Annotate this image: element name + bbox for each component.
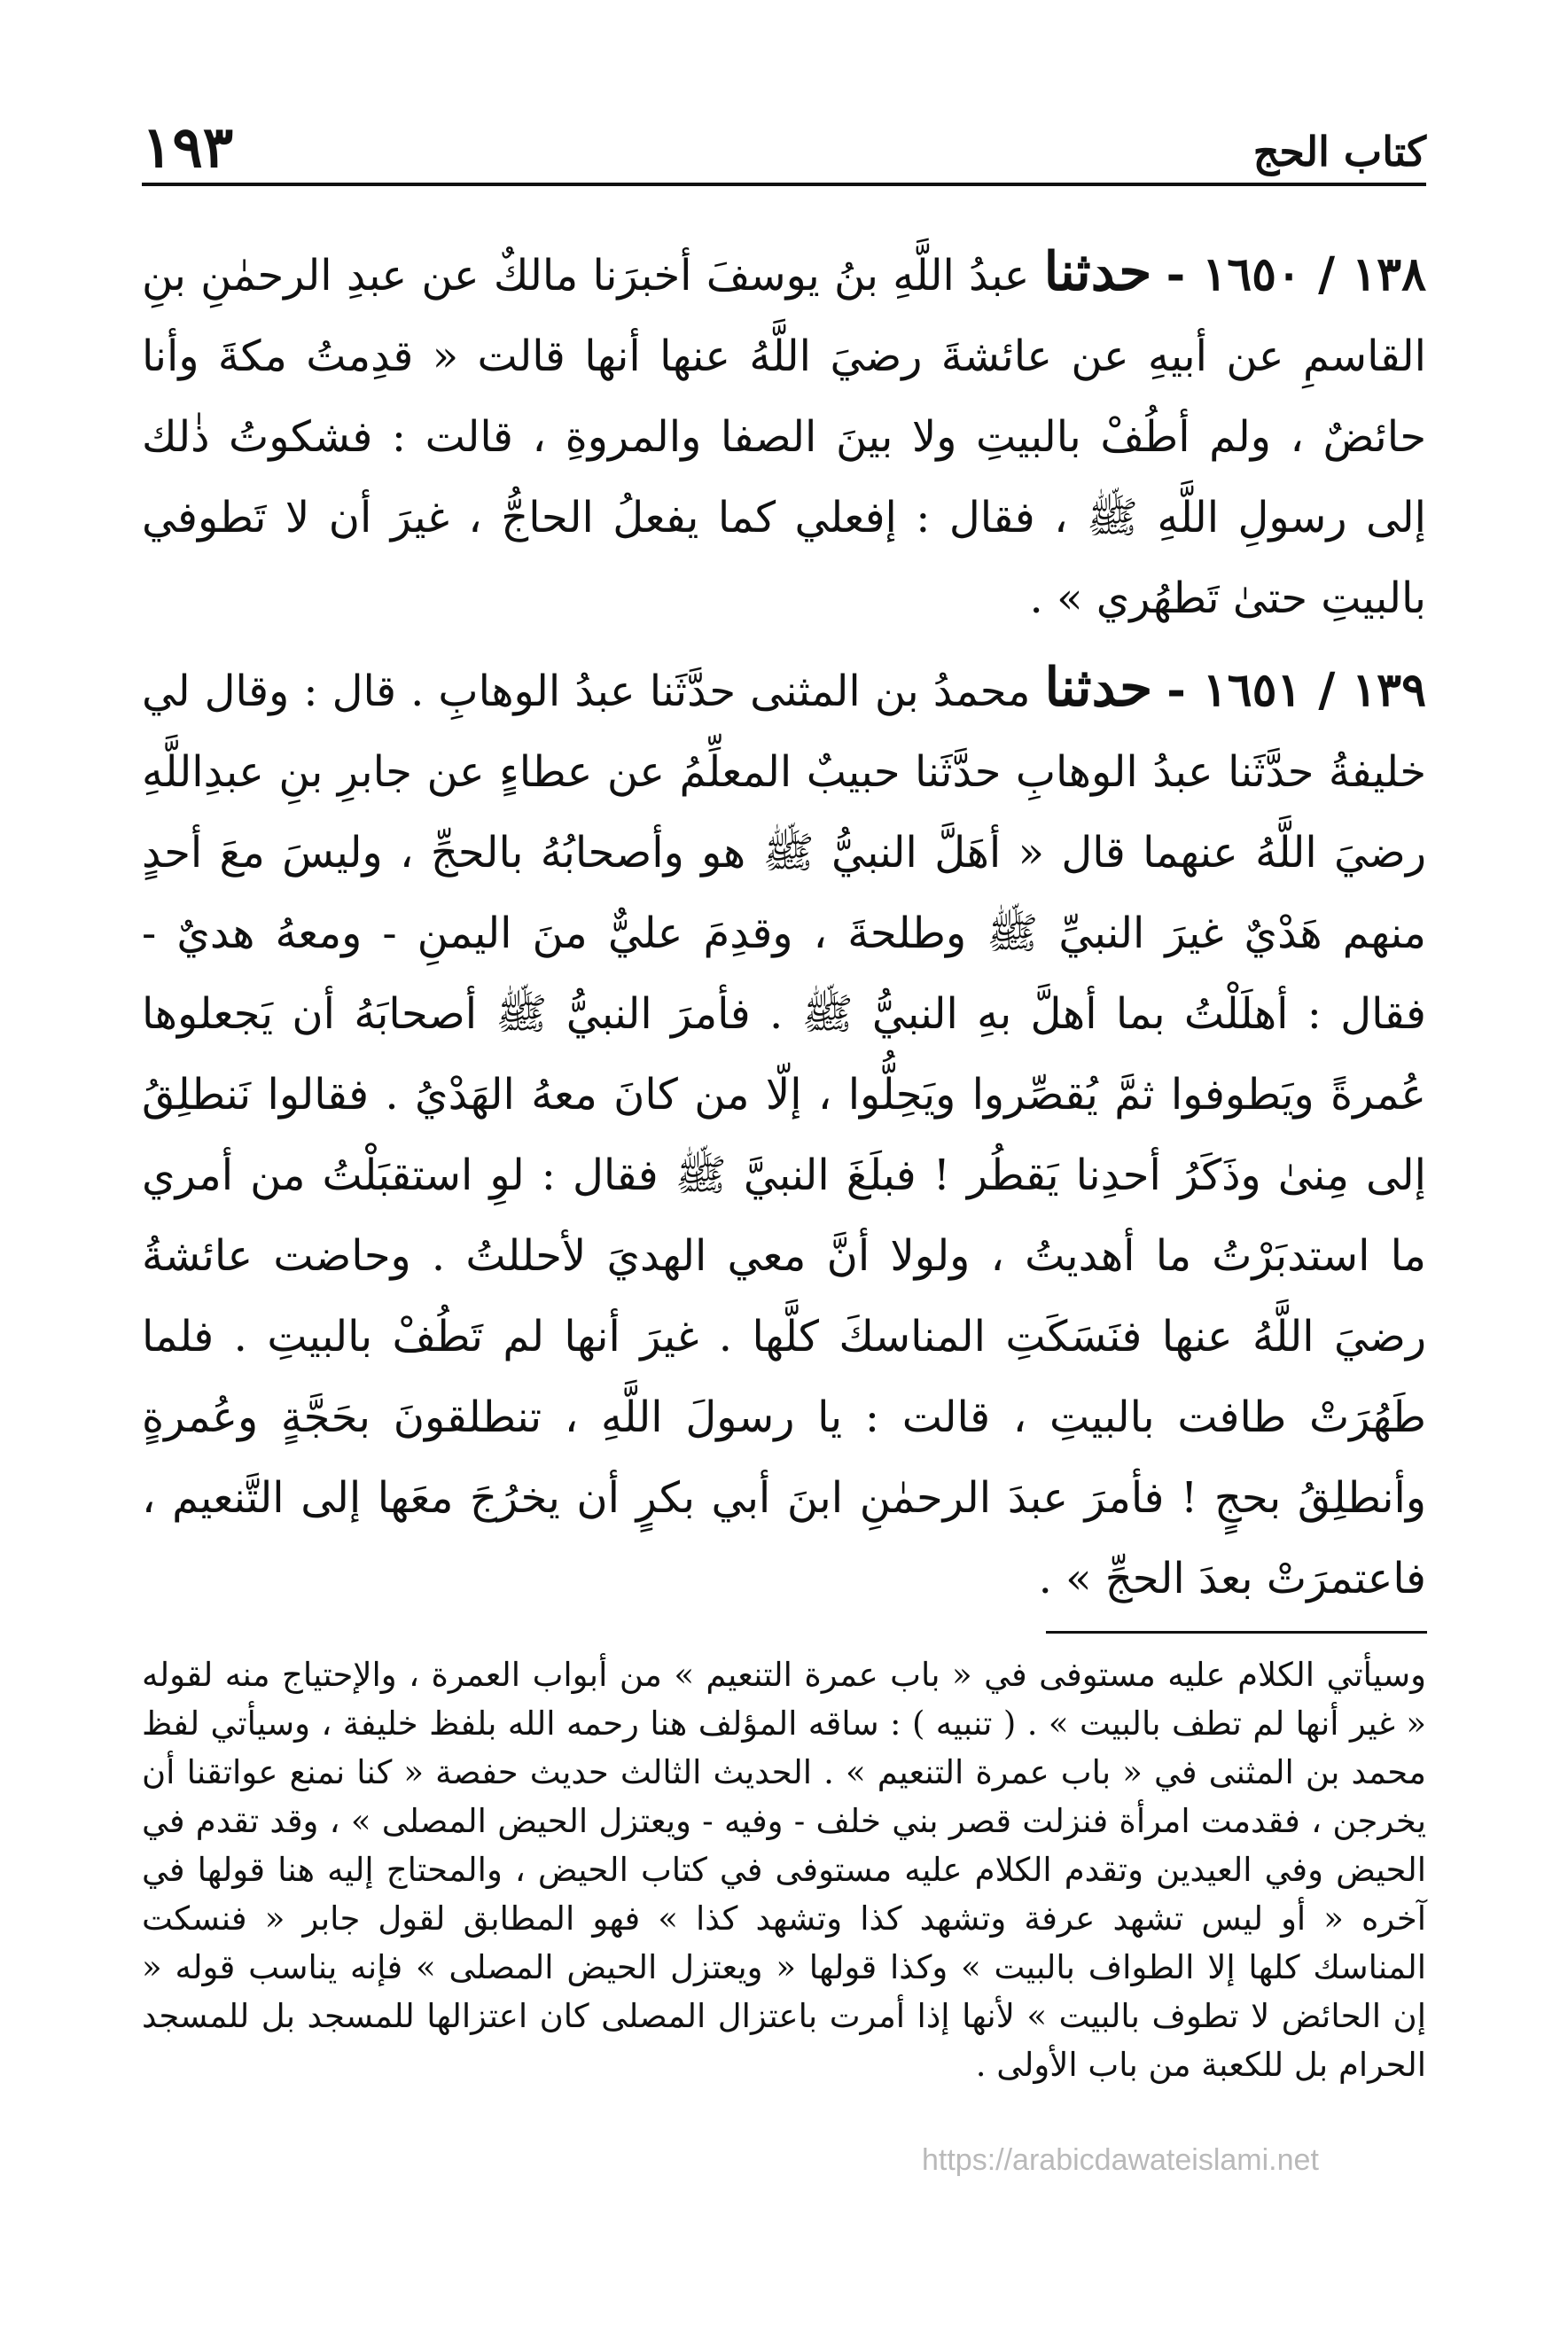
footnote-commentary: وسيأتي الكلام عليه مستوفى في « باب عمرة التنعيم » من أبواب العمرة ، والإحتياج منه لقوله « غير أنها لم تطف بالبيت » . ( تنبيه ) : ساقه المؤلف هنا رحمه الله بلفظ خليفة ، وسيأتي لفظ محمد بن المثنى في « باب عمرة التنعيم » . الحديث الثالث حديث حفصة « كنا نمنع عواتقنا أن يخرجن ، فقدمت امرأة فنزلت قصر بني خلف - وفيه - ويعتزل الحيض المصلى » ، وقد تقدم في الحيض وفي العيدين وتقدم الكلام عليه مستوفى في كتاب الحيض ، والمحتاج إليه هنا قولها في آخره « أو ليس تشهد عرفة وتشهد كذا وتشهد كذا » فهو المطابق لقول جابر « فنسكت المناسك كلها إلا الطواف بالبيت » وكذا قولها « ويعتزل الحيض المصلى » فإنه يناسب قوله « إن الحائض لا تطوف بالبيت » لأنها إذا أمرت باعتزال المصلى كان اعتزالها للمسجد بل للمسجد الحرام بل للكعبة من باب الأولى .	[142, 1656, 1426, 2084]
footnote-divider	[1046, 1631, 1427, 1634]
hadith-entry	[142, 232, 1426, 639]
header-divider	[142, 183, 1426, 186]
hadith-number: ١٣٩ / ١٦٥١ -	[1166, 663, 1427, 717]
hadith-keyword: حدثنا	[1044, 657, 1153, 719]
hadith-keyword: حدثنا	[1043, 241, 1152, 303]
hadith-number: ١٣٨ / ١٦٥٠ -	[1166, 247, 1426, 301]
book-title: كتاب الحج	[1252, 128, 1426, 176]
main-text	[142, 232, 1426, 1619]
watermark-url: https://arabicdawateislami.net	[922, 2143, 1319, 2177]
hadith-text: عبدُ اللَّهِ بنُ يوسفَ أخبرَنا مالكٌ عن عبدِ الرحمٰنِ بنِ القاسمِ عن أبيهِ عن عائشةَ رضيَ اللَّهُ عنها أنها قالت « قدِمتُ مكةَ وأنا حائضٌ ، ولم أطُفْ بالبيتِ ولا بينَ الصفا والمروةِ ، قالت : فشكوتُ ذٰلك إلى رسولِ اللَّهِ ﷺ ، فقال : إفعلي كما يفعلُ الحاجُّ ، غيرَ أن لا تَطوفي بالبيتِ حتىٰ تَطهُري » .	[142, 251, 1427, 623]
hadith-entry	[142, 648, 1426, 1619]
hadith-text: محمدُ بن المثنى حدَّثَنا عبدُ الوهابِ . قال : وقال لي خليفةُ حدَّثَنا عبدُ الوهابِ حدَّثَنا حبيبٌ المعلِّمُ عن عطاءٍ عن جابرِ بنِ عبدِاللَّهِ رضيَ اللَّهُ عنهما قال « أهَلَّ النبيُّ ﷺ هو وأصحابُهُ بالحجِّ ، وليسَ معَ أحدٍ منهم هَدْيٌ غيرَ النبيِّ ﷺ وطلحةَ ، وقدِمَ عليٌّ منَ اليمنِ - ومعهُ هديٌ - فقال : أهلَلْتُ بما أهلَّ بهِ النبيُّ ﷺ . فأمرَ النبيُّ ﷺ أصحابَهُ أن يَجعلوها عُمرةً ويَطوفوا ثمَّ يُقصِّروا ويَحِلُّوا ، إلّا من كانَ معهُ الهَدْيُ . فقالوا نَنطلِقُ إلى مِنىٰ وذَكَرُ أحدِنا يَقطُر ! فبلَغَ النبيَّ ﷺ فقال : لوِ استقبَلْتُ من أمري ما استدبَرْتُ ما أهديتُ ، ولولا أنَّ معي الهديَ لأحللتُ . وحاضت عائشةُ رضيَ اللَّهُ عنها فنَسَكَتِ المناسكَ كلَّها . غيرَ أنها لم تَطُفْ بالبيتِ . فلما طَهُرَتْ طافت بالبيتِ ، قالت : يا رسولَ اللَّهِ ، تنطلقونَ بحَجَّةٍ وعُمرةٍ وأنطلِقُ بحجٍ ! فأمرَ عبدَ الرحمٰنِ ابنَ أبي بكرٍ أن يخرُجَ معَها إلى التَّنعيم ، فاعتمرَتْ بعدَ الحجِّ » .	[142, 667, 1426, 1603]
page-number: ١٩٣	[142, 114, 234, 181]
page-header	[142, 105, 1426, 181]
